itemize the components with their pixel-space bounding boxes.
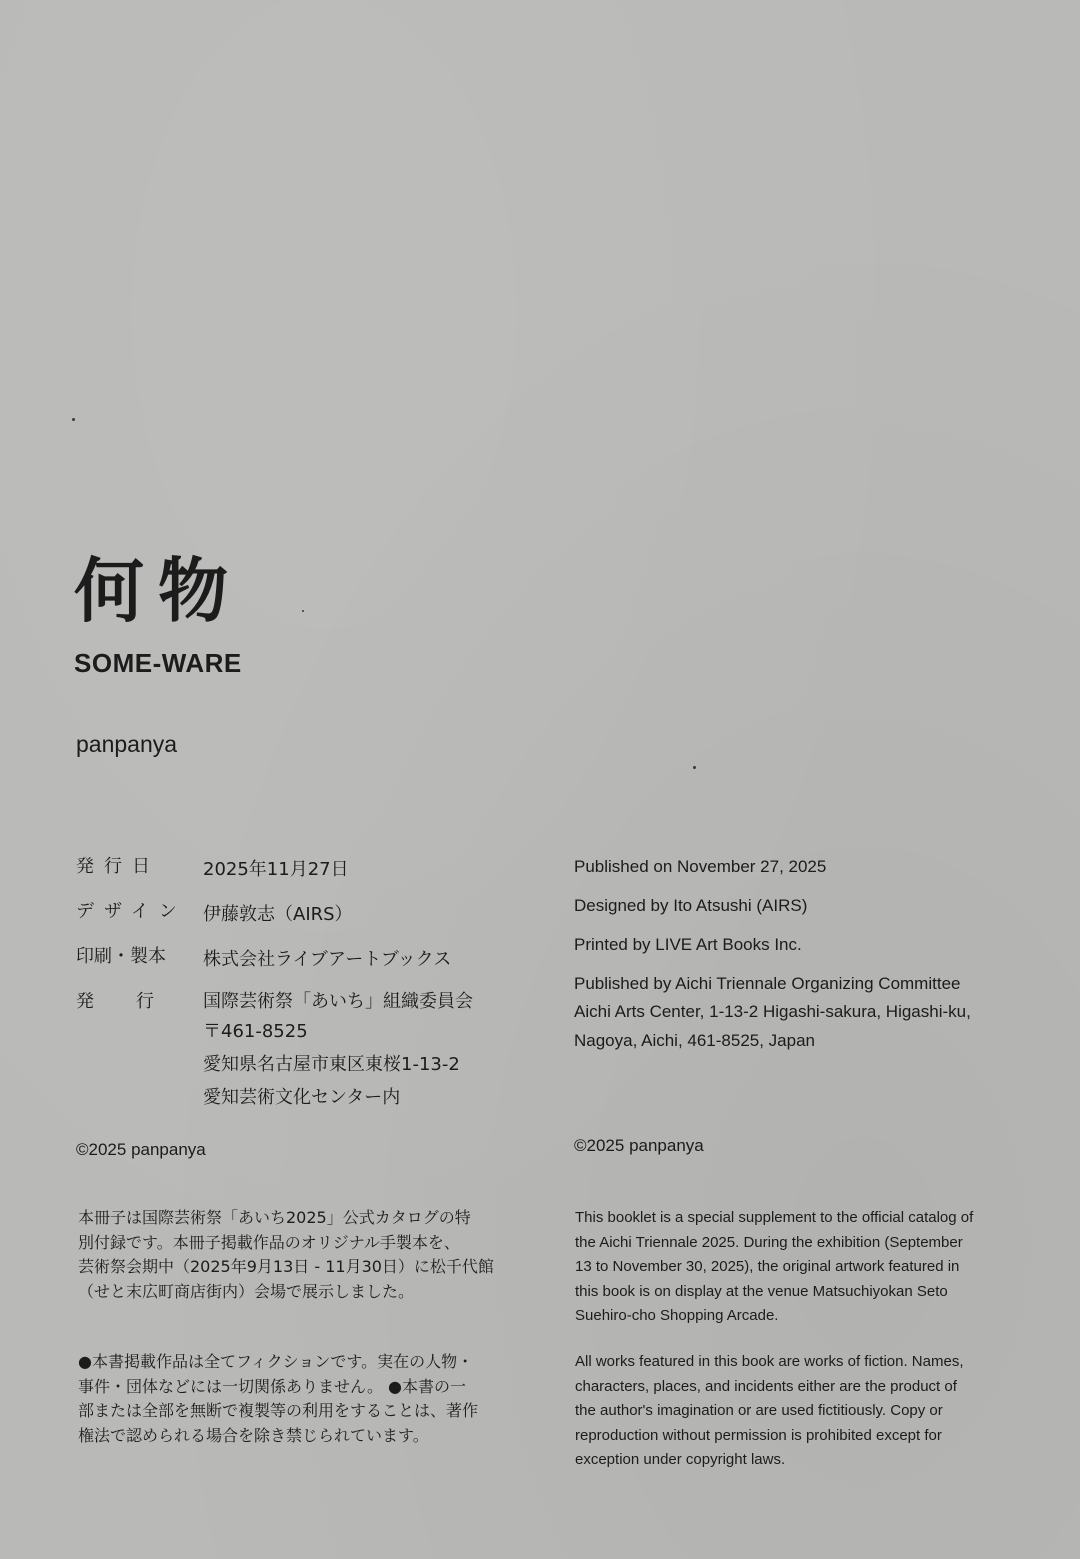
- note-line: 別付録です。本冊子掲載作品のオリジナル手製本を、: [78, 1232, 460, 1252]
- colophon-value-line: 愛知県名古屋市東区東桜1-13-2: [203, 1054, 460, 1075]
- colophon-value-line: 〒461-8525: [203, 1021, 308, 1042]
- colophon-en-line: Published on November 27, 2025: [574, 857, 827, 876]
- note-line: the author's imagination or are used fictitiously. Copy or: [575, 1402, 943, 1419]
- author-name: panpanya: [76, 731, 178, 757]
- colophon-value-line: 伊藤敦志（AIRS）: [203, 904, 353, 925]
- colophon-japanese: [76, 853, 536, 1126]
- note-line: （せと末広町商店街内）会場で展示しました。: [78, 1281, 415, 1301]
- colophon-english: [574, 853, 1034, 1067]
- colophon-row-printing: [76, 943, 536, 976]
- note-line: reproduction without permission is prohibited except for: [575, 1426, 942, 1444]
- colophon-en-line: Published by Aichi Triennale Organizing Committee: [574, 974, 961, 993]
- colophon-value-line: 愛知芸術文化センター内: [203, 1087, 401, 1108]
- note-line: All works featured in this book are works of fiction. Names,: [575, 1353, 964, 1370]
- colophon-en-row: [574, 853, 1034, 880]
- colophon-label: デザイン: [76, 901, 187, 922]
- note-line: Suehiro-cho Shopping Arcade.: [575, 1307, 779, 1324]
- colophon-en-line: Aichi Arts Center, 1-13-2 Higashi-sakura, Higashi-ku,: [574, 1002, 971, 1021]
- colophon-value: [203, 988, 536, 1114]
- note-line: exception under copyright laws.: [575, 1451, 786, 1468]
- paper-speck: [693, 766, 696, 769]
- colophon-value-line: 2025年11月27日: [203, 859, 349, 880]
- copyright-japanese: ©2025 panpanya: [76, 1140, 206, 1159]
- note-line: this book is on display at the venue Matsuchiyokan Seto: [575, 1282, 948, 1300]
- note-line: 芸術祭会期中（2025年9月13日 - 11月30日）に松千代館: [78, 1257, 494, 1276]
- note-line: 13 to November 30, 2025), the original artwork featured in: [575, 1258, 960, 1275]
- fiction-notice-english: [575, 1350, 1015, 1473]
- colophon-en-row: [574, 931, 1034, 958]
- colophon-row-design: [76, 898, 536, 931]
- supplement-note-english: [575, 1206, 1015, 1329]
- colophon-en-line: Printed by LIVE Art Books Inc.: [574, 935, 802, 954]
- colophon-label: 発行日: [76, 856, 160, 877]
- note-line: 事件・団体などには一切関係ありません。 ●本書の一: [78, 1376, 467, 1396]
- note-line: the Aichi Triennale 2025. During the exhibition (September: [575, 1233, 963, 1251]
- colophon-en-row: [574, 892, 1034, 919]
- colophon-label: 発行: [76, 991, 196, 1012]
- paper-speck: [302, 610, 304, 612]
- colophon-value-line: 国際芸術祭「あいち」組織委員会: [203, 991, 473, 1012]
- fiction-notice-japanese: [78, 1350, 518, 1448]
- colophon-en-line: Designed by Ito Atsushi (AIRS): [574, 896, 808, 915]
- colophon-en-line: Nagoya, Aichi, 461-8525, Japan: [574, 1031, 816, 1050]
- colophon-value-line: 株式会社ライブアートブックス: [203, 949, 452, 970]
- note-line: This booklet is a special supplement to the official catalog of: [575, 1209, 974, 1226]
- supplement-note-japanese: [78, 1206, 518, 1304]
- colophon-value: [203, 853, 536, 886]
- note-line: characters, places, and incidents either are the product of: [575, 1377, 957, 1395]
- colophon-value: [203, 943, 536, 976]
- note-line: 部または全部を無断で複製等の利用をすることは、著作: [78, 1401, 479, 1420]
- colophon-row-publisher: [76, 988, 536, 1114]
- book-title-english: SOME-WARE: [74, 648, 242, 678]
- paper-speck: [72, 418, 75, 421]
- colophon-row-publish-date: [76, 853, 536, 886]
- note-line: 権法で認められる場合を除き禁じられています。: [78, 1425, 429, 1445]
- note-line: 本冊子は国際芸術祭「あいち2025」公式カタログの特: [78, 1208, 471, 1227]
- colophon-label: 印刷・製本: [76, 946, 166, 967]
- note-line: ●本書掲載作品は全てフィクションです。実在の人物・: [78, 1352, 474, 1371]
- book-title-japanese: 何物: [74, 550, 242, 632]
- colophon-value: [203, 898, 536, 931]
- colophon-en-row: [574, 970, 1034, 1055]
- copyright-english: ©2025 panpanya: [574, 1136, 704, 1155]
